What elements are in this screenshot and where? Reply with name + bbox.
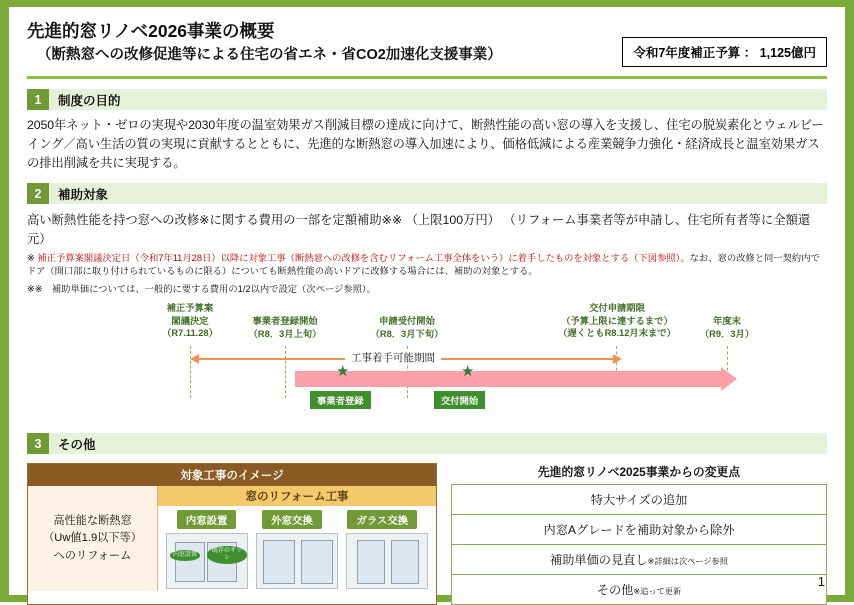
changes-table [451,484,827,605]
header-divider [27,76,827,79]
section-label: その他 [58,437,96,452]
section-purpose-body: 2050年ネット・ゼロの実現や2030年度の温室効果ガス削減目標の達成に向けて、断熱性能の高い窓の導入を支援し、住宅の脱炭素化とウェルビーイング／高い生活の質の実現に貢献するとともに、先進的な断熱窓の導入加速により、価格低減による産業競争力強化・経済成長と温室効果ガスの排出削減を共に実現する。 [27,118,824,171]
section-number: 1 [27,89,49,110]
section-target-body: 高い断熱性能を持つ窓への改修※に関する費用の一部を定額補助※※ （上限100万円） （リフォーム事業者等が申請し、住宅所有者等に全額還元） [27,213,811,246]
timeline-period-arrow [721,367,737,391]
timeline-milestone: 補正予算案 閣議決定 （R7.11.28） [162,303,218,338]
section-heading-other [27,433,827,454]
page-content [9,7,845,598]
section-label: 制度の目的 [58,93,121,108]
change-item: その他※追って更新 [596,583,682,598]
timeline-milestone: 申請受付開始 （R8．3月下旬） [370,316,444,339]
section-heading-target [27,183,827,204]
table-row [452,545,827,575]
section-number: 3 [27,433,49,454]
timeline-milestone: 年度末 （R9．3月） [699,316,755,339]
panel-right-title: 先進的窓リノベ2025事業からの変更点 [537,465,741,480]
change-item: 補助単価の見直し※詳細は次ページ参照 [452,545,827,575]
star-icon: ★ [336,363,350,381]
panel-changes [451,463,827,605]
window-reform-title: 窓のリフォーム工事 [158,486,436,506]
section-heading-purpose [27,89,827,110]
timeline-arrow-left [190,354,199,364]
outer-window-illustration [256,533,338,589]
panel-target-work-image [27,463,437,605]
timeline-milestone: 事業者登録開始 （R8．3月上旬） [248,316,322,339]
panel-left-title: 対象工事のイメージ [28,464,436,486]
table-row [452,575,827,605]
note-red-text: 補正予算案閣議決定日（令和7年11月28日）以降に対象工事（断熱窓への改修を含むリフォーム工事全体をいう）に着手したものを対象とする（下図参照） [37,253,681,264]
inner-window-illustration [166,533,248,589]
glass-replacement-illustration [346,533,428,589]
bubble-existing-sash: 既存のサッシ [207,546,247,563]
timeline-milestone: 交付申請期限 （予算上限に達するまで） （遅くともR8.12月末まで） [558,303,676,338]
chip-glass-replacement: ガラス交換 [347,510,417,529]
section-target-note2: ※※ 補助単価については、一般的に要する費用の1/2以内で設定（次ページ参照）。 [27,283,376,294]
bottom-panels [27,463,827,605]
timeline-span-label: 工事着手可能期間 [345,350,441,365]
timeline-period-bar [295,371,723,387]
tag-business-registration: 事業者登録 [310,391,371,409]
timeline-arrow-right [613,354,622,364]
change-item: 内窓Aグレードを補助対象から除外 [452,515,827,545]
section-number: 2 [27,183,49,204]
change-item: 特大サイズの追加 [452,485,827,515]
timeline-diagram [27,298,827,423]
star-icon: ★ [461,363,475,381]
page-subtitle: （断熱窓への改修促進等による住宅の省エネ・省CO2加速化支援事業） [37,46,502,63]
illustration-row [158,529,436,589]
chip-outer-window: 外窓交換 [262,510,322,529]
method-chip-row [158,506,436,529]
budget-badge: 令和7年度補正予算 ： 1,125億円 [622,37,827,67]
chip-inner-window: 内窓設置 [177,510,237,529]
page-number: 1 [817,574,825,589]
title-block [27,21,622,65]
bubble-inner-window: 内窓設置 [170,550,200,561]
page-title: 先進的窓リノベ2026事業の概要 [27,21,275,41]
section-label: 補助対象 [58,187,109,202]
timeline-guide-line [285,346,286,398]
note-rest-text: 。なお、窓の改修と同一契約内でドア（開口部に取り付けられているものに限る）についても断熱性能の高いドアに改修する場合には、補助の対象とする。 [27,253,820,277]
table-row [452,485,827,515]
section-target-note1 [27,252,827,279]
tag-grant-start: 交付開始 [434,391,485,409]
note-prefix: ※ [27,253,38,264]
panel-left-body [28,486,436,591]
header [27,21,827,67]
high-performance-window-cell: 高性能な断熱窓 （Uw値1.9以下等） へのリフォーム [28,486,158,591]
window-reform-section [158,486,436,591]
table-row [452,515,827,545]
